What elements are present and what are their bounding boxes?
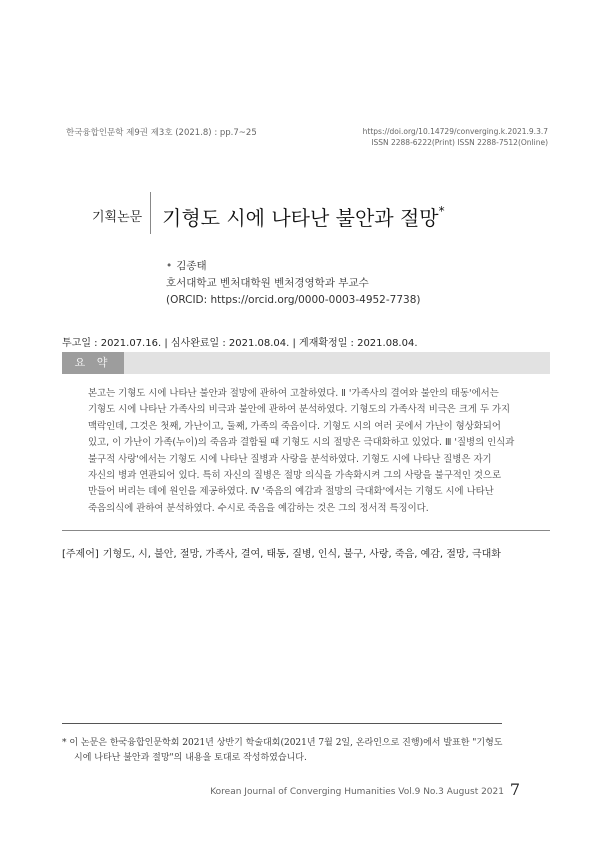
abstract-line: 죽음의식에 관하여 분석하였다. 수시로 죽음을 예감하는 것은 그의 정서적 특징이다. — [88, 502, 429, 514]
keywords-label: [주제어] — [62, 549, 99, 560]
title-divider — [150, 192, 151, 234]
summary-header-bar — [62, 352, 550, 374]
journal-info: 한국융합인문학 제9권 제3호 (2021.8) : pp.7~25 — [66, 128, 257, 138]
abstract-divider — [62, 530, 550, 531]
author-orcid[interactable]: (ORCID: https://orcid.org/0000-0003-4952-7738) — [166, 294, 421, 306]
article-title-text: 기형도 시에 나타난 불안과 절망 — [162, 206, 439, 230]
abstract-line: 있고, 이 가난이 가족(누이)의 죽음과 결합될 때 기형도 시의 절망은 극대화하고 있었다. Ⅲ '질병의 인식과 — [88, 437, 515, 449]
abstract-line: 본고는 기형도 시에 나타난 불안과 절망에 관하여 고찰하였다. Ⅱ '가족사의 결여와 불안의 태동'에서는 — [88, 388, 499, 399]
footnote — [62, 736, 522, 766]
submission-dates: 투고일 : 2021.07.16. | 심사완료일 : 2021.08.04. | 게재확정일 : 2021.08.04. — [62, 338, 418, 349]
author-name: 김종태 — [176, 260, 207, 272]
page-number: 7 — [509, 780, 520, 799]
abstract-line: 자신의 병과 연관되어 있다. 특히 자신의 질병은 절망 의식을 가속화시켜 그의 사랑을 불구적인 것으로 — [88, 470, 502, 482]
doi-issn-block — [363, 126, 548, 148]
doi-link[interactable]: https://doi.org/10.14729/converging.k.2021.9.3.7 — [362, 127, 548, 136]
abstract-line: 만들어 버리는 데에 원인을 제공하였다. Ⅳ '죽음의 예감과 절망의 극대화'에서는 기형도 시에 나타난 — [88, 486, 494, 498]
bullet-icon: • — [166, 260, 173, 272]
footnote-line: * 이 논문은 한국융합인문학회 2021년 상반기 학술대회(2021년 7월 2일, 온라인으로 진행)에서 발표한 "기형도 — [62, 738, 503, 748]
article-category: 기획논문 — [92, 210, 143, 225]
keywords-list: 기형도, 시, 불안, 절망, 가족사, 결여, 태동, 질병, 인식, 불구, 사랑, 죽음, 예감, 절망, 극대화 — [102, 549, 501, 560]
abstract-line: 맥락인데, 그것은 첫째, 가난이고, 둘째, 가족의 죽음이다. 기형도 시의 여러 곳에서 가난이 형상화되어 — [88, 420, 501, 432]
title-footnote-mark: * — [438, 204, 445, 219]
issn-text: ISSN 2288-6222(Print) ISSN 2288-7512(Online) — [371, 138, 548, 147]
summary-label: 요 약 — [62, 352, 124, 374]
abstract-text — [88, 386, 540, 517]
article-title — [162, 202, 445, 231]
footnote-divider — [62, 723, 502, 724]
abstract-line: 기형도 시에 나타난 가족사의 비극과 불안에 관하여 분석하였다. 기형도의 가족사적 비극은 크게 두 가지 — [88, 404, 511, 416]
author-name-line — [166, 258, 420, 275]
footer-journal: Korean Journal of Converging Humanities Vol.9 No.3 August 2021 — [210, 787, 504, 797]
author-block — [166, 258, 420, 309]
footnote-line: 시에 나타난 불안과 절망"의 내용을 토대로 작성하였습니다. — [74, 753, 307, 763]
author-affiliation: 호서대학교 벤처대학원 벤처경영학과 부교수 — [166, 277, 369, 289]
abstract-line: 불구적 사랑'에서는 기형도 시에 나타난 질병과 사랑을 분석하였다. 기형도 시에 나타난 질병은 자기 — [88, 453, 492, 465]
keywords — [62, 545, 550, 560]
